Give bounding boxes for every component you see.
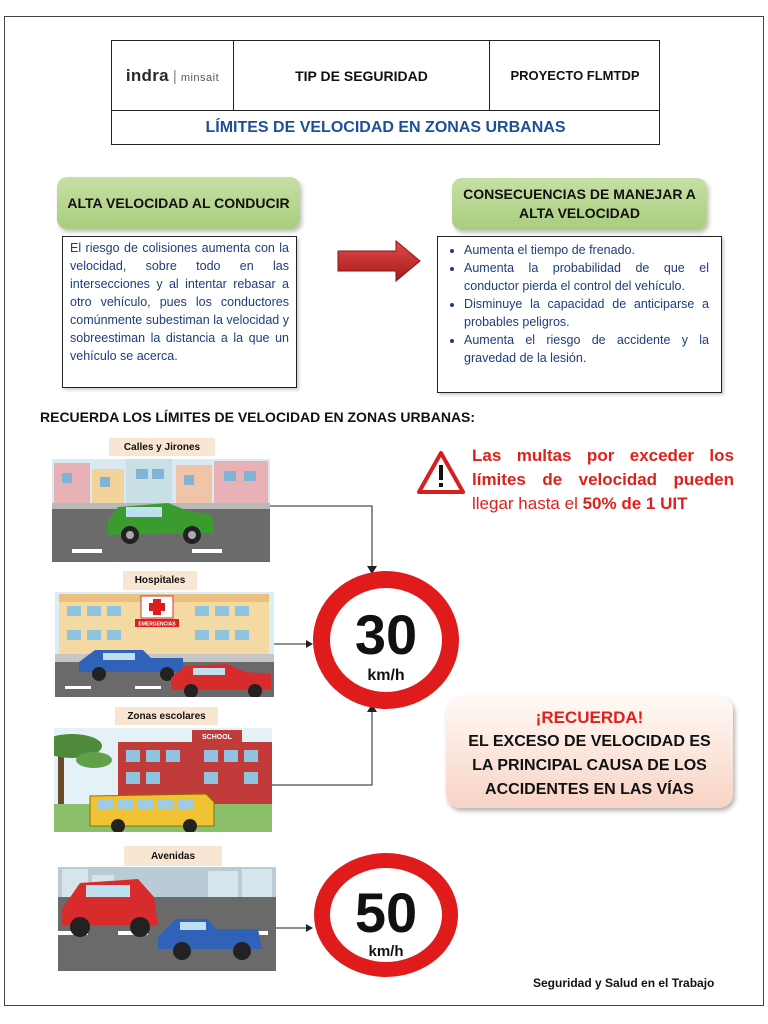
reminder-callout xyxy=(446,696,733,808)
callout-line-1: EL EXCESO DE VELOCIDAD ES xyxy=(468,733,711,750)
callout-line-3: ACCIDENTES EN LAS VÍAS xyxy=(485,781,694,798)
reminder-title: RECUERDA LOS LÍMITES DE VELOCIDAD EN ZONAS URBANAS: xyxy=(40,409,476,425)
speed-limit-50-sign xyxy=(313,852,459,978)
fine-notice xyxy=(472,444,734,516)
logo-separator: | xyxy=(172,67,177,85)
right-heading: CONSECUENCIAS DE MANEJAR A ALTA VELOCIDAD xyxy=(452,178,707,230)
fine-text-main: Las multas por exceder los límites de velocidad pueden xyxy=(472,446,734,489)
logo-primary: indra xyxy=(125,65,169,85)
hospital-sign-text: EMERGENCIAS xyxy=(138,621,176,628)
speed-unit: km/h xyxy=(368,943,404,960)
speed-value-50: 50 xyxy=(354,881,418,944)
left-body: El riesgo de colisiones aumenta con la velocidad, sobre todo en las intersecciones y al intentar rebasar a otro vehículo, pues los conductores comúnmente subestiman la velocidad y sobreestiman la distancia a la que un vehículo se acerca. xyxy=(62,236,297,388)
document-title: LÍMITES DE VELOCIDAD EN ZONAS URBANAS xyxy=(112,110,659,145)
list-item: • Disminuye la capacidad de anticiparse a probables peligros. xyxy=(464,295,709,331)
project-label: PROYECTO FLMTDP xyxy=(510,68,640,83)
tip-label: TIP DE SEGURIDAD xyxy=(234,41,490,110)
zone-label-hospitals: Hospitales xyxy=(123,571,197,590)
fine-amount: 50% de 1 UIT xyxy=(582,494,688,513)
logo-secondary: minsait xyxy=(180,71,220,84)
fine-text-mid: llegar hasta el xyxy=(472,494,578,513)
list-item: • Aumenta el riesgo de accidente y la gravedad de la lesión. xyxy=(464,331,709,367)
list-item: • Aumenta el tiempo de frenado. xyxy=(464,241,709,259)
footer-text: Seguridad y Salud en el Trabajo xyxy=(533,976,715,990)
zone-label-schools: Zonas escolares xyxy=(115,707,218,725)
speed-value-30: 30 xyxy=(354,603,418,666)
zone-label-streets: Calles y Jirones xyxy=(109,438,215,456)
warning-icon xyxy=(416,450,466,495)
speed-unit: km/h xyxy=(367,667,405,684)
left-heading: ALTA VELOCIDAD AL CONDUCIR xyxy=(57,177,300,229)
callout-line-2: LA PRINCIPAL CAUSA DE LOS xyxy=(472,757,707,774)
callout-title: ¡RECUERDA! xyxy=(535,708,644,727)
speed-limit-30-sign xyxy=(312,570,460,710)
zone-label-avenues: Avenidas xyxy=(124,846,222,866)
list-item: • Aumenta la probabilidad de que el conductor pierda el control del vehículo. xyxy=(464,259,709,295)
school-sign-text: SCHOOL xyxy=(202,734,232,741)
